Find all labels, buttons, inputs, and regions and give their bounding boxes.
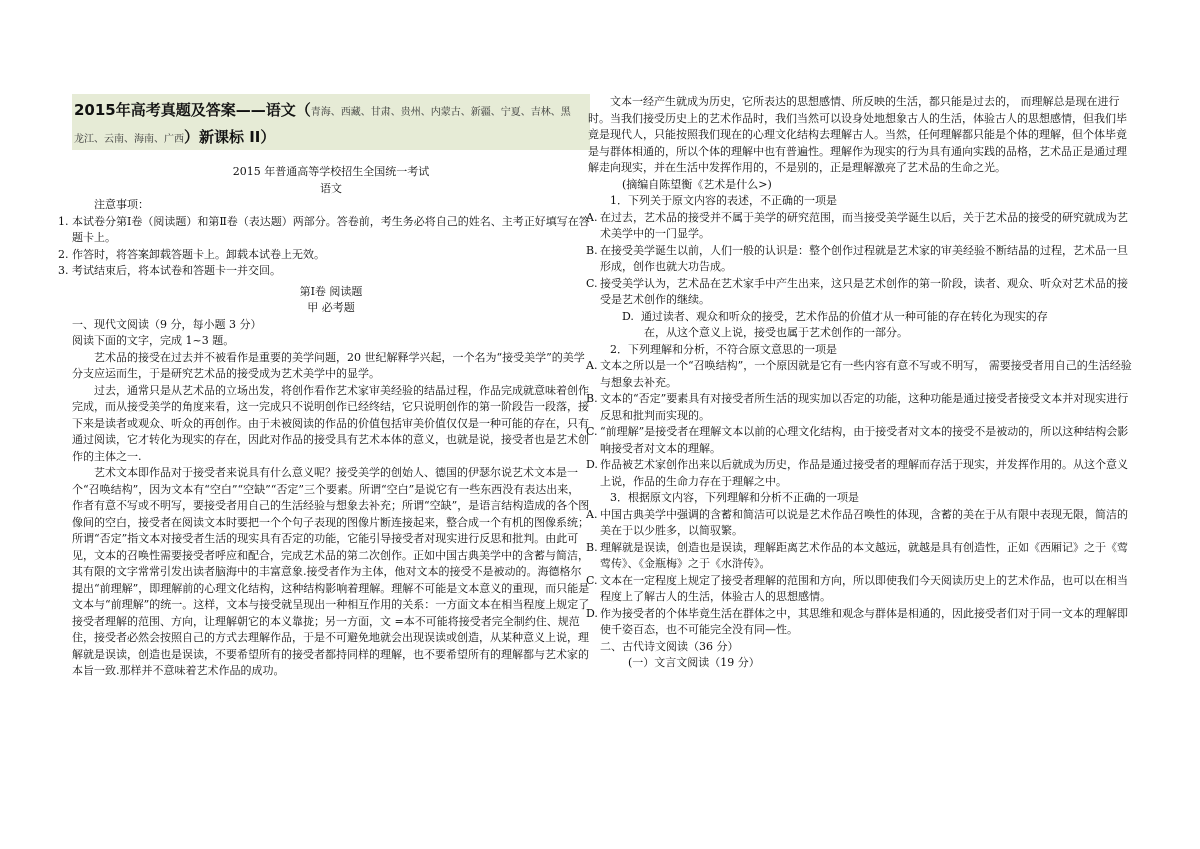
exam-subject: 语文 bbox=[320, 181, 342, 195]
q1-option-b: B. 在接受美学诞生以前，人们一般的认识是：整个创作过程就是艺术家的审美经验不断结晶的过程，艺术品一旦形成，创作也就大功告成。 bbox=[586, 243, 1128, 273]
q1-option-a: A. 在过去，艺术品的接受并不属于美学的研究范围，而当接受美学诞生以后，关于艺术品的接受的研究就成为艺术美学中的一门显学。 bbox=[586, 210, 1128, 240]
q2-option-d: D. 作品被艺术家创作出来以后就成为历史，作品是通过接受者的理解而存活于现实，并发挥作用的。从这个意义上说，作品的生命力存在于理解之中。 bbox=[586, 458, 1128, 488]
q1-option-d: D. 通过读者、观众和听众的接受，艺术作品的价值才从一种可能的存在转化为现实的存 bbox=[622, 309, 1048, 323]
part-one-subheading: 甲 必考题 bbox=[307, 301, 355, 314]
q3-option-c: C. 文本在一定程度上规定了接受者理解的范围和方向，所以即使我们今天阅读历史上的艺术作品，也可以在相当程度上了解古人的生活，体验古人的思想感情。 bbox=[586, 573, 1128, 603]
passage-paragraph: 艺术品的接受在过去并不被看作是重要的美学问题，20 世纪解释学兴起，一个名为“接受美学”的美学分支应运而生，于是研究艺术品的接受成为艺术美学中的显学。 bbox=[72, 350, 585, 380]
passage-paragraph: 艺术文本即作品对于接受者来说具有什么意义呢？接受美学的创始人、德国的伊瑟尔说艺术文本是一个“召唤结构”，因为文本有“空白”“空缺”“否定”三个要素。所谓“空白”是说它有一些东西没有表达出来，作者有意不写或不明写，要接受者用自己的生活经验与想象去补充；所谓“空缺”，是语言结构造成的各个图像间的空白，接受者在阅读文本时要把一个个句子表现的图像片断连接起来，整合成一个有机的图像系统；所谓“否定”指文本对接受者生活的现实具有否定的功能，它能引导接受者对现实进行反思和批判。由此可见，文本的召唤性需要接受者呼应和配合，完成艺术品的第二次创作。正如中国古典美学中的含蓄与简洁，其有限的文字常常引发出读者脑海中的丰富意象.接受者作为主体，他对文本的接受不是被动的。海德格尔提出“前理解”，即理解前的心理文化结构，这种结构影响着理解。理解不可能是文本意义的重现，而只能是文本与“前理解”的统一。这样，文本与接受就呈现出一种相互作用的关系：一方面文本在相当程度上规定了接受者理解的范围、方向，让理解朝它的本义靠拢；另一方面，文 =本不可能将接受者完全制约住、规范住，接受者必然会按照自己的方式去理解作品，于是不可避免地就会出现误读或创造，从某种意义上说，理解就是误读，创造也是误读，不要希望所有的接受者都持同样的理解，也不要希望所有的理解都与艺术家的本旨一致.那样并不意味着艺术作品的成功。 bbox=[72, 466, 590, 677]
section-one-heading: 一、现代文阅读（9 分，每小题 3 分） bbox=[72, 317, 262, 331]
q1-option-d-cont: 在，从这个意义上说，接受也属于艺术创作的一部分。 bbox=[644, 326, 908, 339]
document-title-regions: 青海、西藏、甘肃、贵州、内蒙古、新疆、宁夏、吉林、黑 bbox=[310, 107, 571, 118]
document-title-suffix: ）新课标 II） bbox=[184, 128, 276, 146]
q1-option-c: C. 接受美学认为，艺术品在艺术家手中产生出来，这只是艺术创作的第一阶段，读者、观众、听众对艺术品的接受是艺术创作的继续。 bbox=[586, 276, 1128, 306]
left-column bbox=[58, 164, 590, 680]
notice-item: 2. 作答时，将答案卸载答题卡上。卸载本试卷上无效。 bbox=[58, 247, 325, 261]
notice-heading: 注意事项： bbox=[94, 198, 149, 211]
question-2: 2．下列理解和分析，不符合原文意思的一项是 bbox=[610, 342, 837, 356]
notice-item: 1. 本试卷分第Ⅰ卷（阅读题）和第Ⅱ卷（表达题）两部分。答卷前，考生务必将自己的姓名、主考正好填写在答题卡上。 bbox=[58, 214, 590, 244]
q3-option-d: D. 作为接受者的个体毕竟生活在群体之中，其思维和观念与群体是相通的，因此接受者们对于同一文本的理解即使千姿百态，也不可能完全没有同—性。 bbox=[586, 606, 1128, 636]
section-two-heading: 二、古代诗文阅读（36 分） bbox=[600, 639, 739, 653]
q2-option-c: C. “前理解”是接受者在理解文本以前的心理文化结构，由于接受者对文本的接受不是被动的，所以这种结构会影响接受者对文本的理解。 bbox=[586, 425, 1129, 455]
document-title: 2015年高考真题及答案——语文（ bbox=[74, 101, 311, 119]
part-one-heading: 第Ⅰ卷 阅读题 bbox=[299, 284, 363, 298]
passage-paragraph: 过去，通常只是从艺术品的立场出发，将创作看作艺术家审美经验的结晶过程，作品完成就意味着创作完成，而从接受美学的角度来看，这一完成只不说明创作已经终结，它只说明创作的第一阶段告一段落，接下来是读者或观众、听众的再创作。由于未被阅读的作品的价值包括审美价值仅仅是一种可能的存在，只有通过阅读，它才转化为现实的存在，因此对作品的接受具有艺术本体的意义，也就是说，接受者也是艺术创作的主体之一. bbox=[72, 383, 589, 463]
notice-item: 3. 考试结束后，将本试卷和答题卡一并交回。 bbox=[58, 264, 281, 277]
q3-option-a: A. 中国古典美学中强调的含蓄和简洁可以说是艺术作品召唤性的体现，含蓄的美在于从有限中表现无限，简洁的美在于以少胜多，以简驭繁。 bbox=[586, 507, 1128, 537]
section-two-subheading: (一）文言文阅读（19 分） bbox=[628, 656, 760, 669]
q3-option-b: B. 理解就是误读，创造也是误读，理解距离艺术作品的本文越远，就越是具有创造性，正如《西厢记》之于《莺莺传》、《金瓶梅》之于《水浒传》。 bbox=[586, 540, 1128, 570]
passage-source: (摘编自陈望衡《艺术是什么>) bbox=[622, 177, 772, 191]
question-3: 3．根据原文内容，下列理解和分析不正确的一项是 bbox=[610, 491, 859, 504]
question-1: 1．下列关于原文内容的表述，不正确的一项是 bbox=[610, 194, 837, 207]
reading-instruction: 阅读下面的文字，完成 1~3 题。 bbox=[72, 334, 235, 347]
document-title-regions-cont: 龙江、云南、海南、广西 bbox=[74, 134, 184, 145]
exam-title: 2015 年普通高等学校招生全国统一考试 bbox=[232, 165, 430, 178]
right-column bbox=[588, 94, 1133, 672]
q2-option-a: A. 文本之所以是一个“召唤结构”，一个原因就是它有一些内容有意不写或不明写， 需要接受者用自己的生活经验与想象去补充。 bbox=[586, 359, 1132, 389]
document-title-block bbox=[72, 94, 590, 150]
passage-paragraph: 文本一经产生就成为历史，它所表达的思想感情、所反映的生活，都只能是过去的， 而理解总是现在进行时。当我们接受历史上的艺术作品时，我们当然可以设身处地想象古人的生活，体验古人的思想感情，但我们毕竟是现代人，只能按照我们现在的心理文化结构去理解古人。当然，任何理解都只能是个体的理解，但个体毕竟是与群体相通的，所以个体的理解中也有普遍性。理解作为现实的行为具有通向实践的品格，艺术品正是通过理解走向现实，并在生活中发挥作用的，不是别的，正是理解激亮了艺术品的生命之光。 bbox=[588, 95, 1127, 174]
q2-option-b: B. 文本的“否定”要素具有对接受者所生活的现实加以否定的功能，这种功能是通过接受者接受文本并对现实进行反思和批判而实现的。 bbox=[586, 392, 1129, 422]
